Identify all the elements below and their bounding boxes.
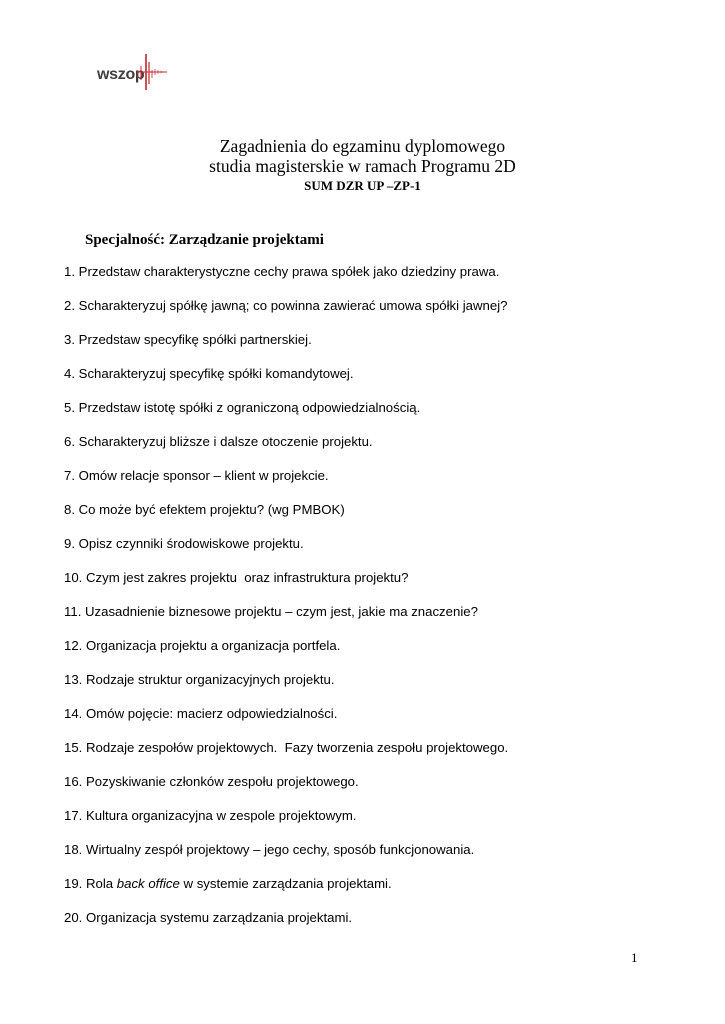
- question-item: 1. Przedstaw charakterystyczne cechy prawa spółek jako dziedziny prawa.: [64, 264, 500, 279]
- question-item: 7. Omów relacje sponsor – klient w projekcie.: [64, 468, 329, 483]
- question-item: 12. Organizacja projektu a organizacja portfela.: [64, 638, 341, 653]
- logo-text: wszop: [97, 66, 145, 83]
- question-item: 9. Opisz czynniki środowiskowe projektu.: [64, 536, 304, 551]
- question-item: 18. Wirtualny zespół projektowy – jego cechy, sposób funkcjonowania.: [64, 842, 475, 857]
- question-item: 4. Scharakteryzuj specyfikę spółki komandytowej.: [64, 366, 354, 381]
- question-item: 2. Scharakteryzuj spółkę jawną; co powinna zawierać umowa spółki jawnej?: [64, 298, 508, 313]
- logo-mark-icon: [137, 52, 177, 92]
- question-item: 17. Kultura organizacyjna w zespole projektowym.: [64, 808, 357, 823]
- question-item-20: 20. Organizacja systemu zarządzania projektami.: [64, 910, 353, 925]
- document-title: [0, 136, 725, 194]
- question-item: 8. Co może być efektem projektu? (wg PMBOK): [64, 502, 345, 517]
- question-item: 13. Rodzaje struktur organizacyjnych projektu.: [64, 672, 335, 687]
- specialty-heading: Specjalność: Zarządzanie projektami: [85, 232, 324, 248]
- question-item: 6. Scharakteryzuj bliższe i dalsze otoczenie projektu.: [64, 434, 373, 449]
- title-line-1: Zagadnienia do egzaminu dyplomowego: [219, 136, 506, 156]
- page-number: 1: [631, 950, 638, 965]
- q19-after: w systemie zarządzania projektami.: [179, 876, 392, 891]
- question-item-19: [64, 875, 508, 909]
- subtitle: SUM DZR UP –ZP-1: [304, 178, 421, 193]
- question-item: 10. Czym jest zakres projektu oraz infrastruktura projektu?: [64, 570, 409, 585]
- question-item: 3. Przedstaw specyfikę spółki partnerskiej.: [64, 332, 312, 347]
- q19-before: 19. Rola: [64, 876, 117, 891]
- question-item: 16. Pozyskiwanie członków zespołu projektowego.: [64, 774, 359, 789]
- question-item: 5. Przedstaw istotę spółki z ograniczoną odpowiedzialnością.: [64, 400, 421, 415]
- question-item: 11. Uzasadnienie biznesowe projektu – czym jest, jakie ma znaczenie?: [64, 604, 478, 619]
- title-line-2: studia magisterskie w ramach Programu 2D: [209, 156, 516, 176]
- q19-italic: back office: [116, 876, 180, 891]
- wszop-logo: [97, 52, 177, 92]
- question-list: [64, 263, 508, 943]
- question-item: 14. Omów pojęcie: macierz odpowiedzialności.: [64, 706, 338, 721]
- question-item: 15. Rodzaje zespołów projektowych. Fazy tworzenia zespołu projektowego.: [64, 740, 509, 755]
